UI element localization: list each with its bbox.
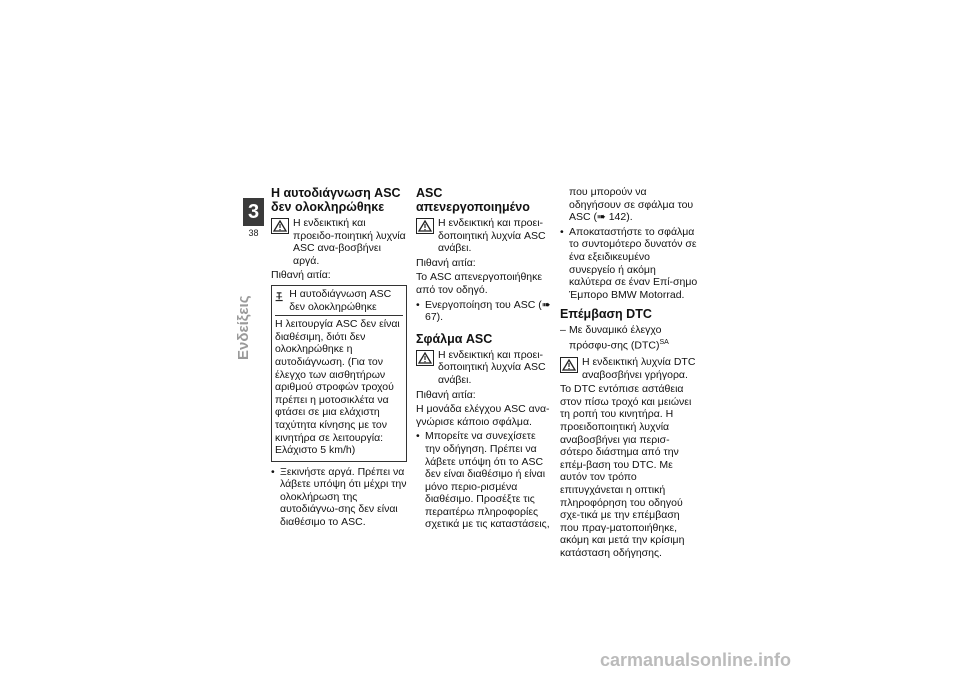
- column-3: [560, 186, 698, 562]
- chapter-tab: 3: [243, 198, 264, 226]
- dtc-body: Το DTC εντόπισε αστάθεια στον πίσω τροχό και μειώνει τη ροπή του κινητήρα. Η προειδοποιητική λυχνία αναβοσβήνει για περισ-σότερο διάστημα από την επέμ-βαση του DTC. Με αυτόν τον τρόπο επιτυγχάνεται η οπτική πληροφόρηση του οδηγού σχε-τικά με την επέμβαση που πραγ-ματοποιήθηκε, ακόμη και μετά την κρίσιμη κατάσταση οδήγησης.: [560, 383, 692, 559]
- bullet-text: Μπορείτε να συνεχίσετε την οδήγηση. Πρέπει να λάβετε υπόψη ότι το ASC δεν είναι διαθέσιμο ή είναι μόνο περιο-ρισμένα διαθέσιμο. Προσέξτε τις περαιτέρω πληροφορίες σχετικά με τις καταστάσεις,: [425, 430, 550, 531]
- info-box: [271, 285, 407, 462]
- warning-block: [560, 356, 698, 383]
- cause-text-2: Η μονάδα ελέγχου ASC ανα-γνώρισε κάποιο σφάλμα.: [416, 403, 550, 428]
- section-label: Ενδείξεις: [235, 295, 252, 360]
- warning-light-icon: [271, 218, 289, 234]
- warning-text: Η ενδεικτική και προει-δοποιητική λυχνία ASC ανάβει.: [438, 348, 546, 386]
- warning-block: [271, 217, 407, 269]
- heading-asc-off: ASC απενεργοποιημένο: [416, 186, 530, 214]
- cause-text: Το ASC απενεργοποιήθηκε από τον οδηγό.: [416, 271, 543, 296]
- cause-label-2: Πιθανή αιτία:: [416, 388, 476, 401]
- page-number: 38: [248, 228, 259, 238]
- continued-text: που μπορούν να οδηγήσουν σε σφάλμα του ASC (➠ 142).: [569, 186, 694, 224]
- cause-label: Πιθανή αιτία:: [271, 269, 331, 282]
- sa-superscript: SA: [659, 338, 669, 346]
- box-header: Η αυτοδιάγνωση ASC δεν ολοκληρώθηκε: [289, 287, 392, 313]
- bullet-item: • Ξεκινήστε αργά. Πρέπει να λάβετε υπόψη ότι μέχρι την ολοκλήρωση της αυτοδιάγνω-σης δεν είναι διαθέσιμο το ASC.: [271, 465, 407, 529]
- warning-light-icon: [560, 357, 578, 373]
- warning-block: [416, 217, 552, 257]
- bullet-item: • Ενεργοποίηση του ASC (➠ 67).: [416, 298, 551, 324]
- heading-asc-selfdiag: Η αυτοδιάγνωση ASC δεν ολοκληρώθηκε: [271, 186, 401, 214]
- column-1: [271, 186, 407, 529]
- bullet-text: Αποκαταστήστε το σφάλμα το συντομότερο δυνατόν σε ένα εξειδικευμένο συνεργείο ή ακόμη καλύτερα σε έναν Επί-σημο Έμπορο BMW Motorrad.: [569, 225, 698, 301]
- bullet-text: Ενεργοποίηση του ASC (➠ 67).: [425, 298, 551, 324]
- warning-block-2: [416, 349, 552, 389]
- warning-text: Η ενδεικτική λυχνία DTC αναβοσβήνει γρήγορα.: [582, 356, 696, 381]
- heading-asc-fault: Σφάλμα ASC: [416, 331, 493, 346]
- warning-text: Η ενδεικτική και προειδο-ποιητική λυχνία ASC ανα-βοσβήνει αργά.: [293, 217, 406, 267]
- dash-text: Με δυναμικό έλεγχο πρόσφυ-σης (DTC): [569, 324, 662, 352]
- box-body: Η λειτουργία ASC δεν είναι διαθέσιμη, διότι δεν ολοκληρώθηκε η αυτοδιάγνωση. (Για τον έλεγχο των αισθητήρων αριθμού στροφών τροχού πρέπει η μοτοσικλέτα να φτάσει σε μια ελάχιστη ταχύτητα κίνησης με τον κινητήρα σε λειτουργία: Ελάχιστο 5 km/h): [275, 318, 400, 457]
- bullet-text: Ξεκινήστε αργά. Πρέπει να λάβετε υπόψη ότι μέχρι την ολοκλήρωση της αυτοδιάγνω-σης δεν είναι διαθέσιμο το ASC.: [280, 465, 407, 529]
- bullet-item: • Αποκαταστήστε το σφάλμα το συντομότερο δυνατόν σε ένα εξειδικευμένο συνεργείο ή ακόμη καλύτερα σε έναν Επί-σημο Έμπορο BMW Motorrad.: [560, 225, 698, 301]
- dash-item: – Με δυναμικό έλεγχο πρόσφυ-σης (DTC)$^{SA}$: [560, 324, 669, 352]
- warning-text: Η ενδεικτική και προει-δοποιητική λυχνία ASC ανάβει.: [438, 217, 546, 255]
- warning-light-icon: [416, 218, 434, 234]
- heading-dtc: Επέμβαση DTC: [560, 307, 652, 322]
- warning-light-icon: [416, 350, 434, 366]
- column-2: [416, 186, 552, 531]
- asc-symbol-icon: [275, 288, 283, 306]
- bullet-item-2: • Μπορείτε να συνεχίσετε την οδήγηση. Πρέπει να λάβετε υπόψη ότι το ASC δεν είναι διαθέσιμο ή είναι μόνο περιο-ρισμένα διαθέσιμο. Προσέξτε τις περαιτέρω πληροφορίες σχετικά με τις καταστάσεις,: [416, 430, 552, 531]
- watermark: carmanualsonline.info: [600, 650, 792, 670]
- cause-label: Πιθανή αιτία:: [416, 256, 476, 269]
